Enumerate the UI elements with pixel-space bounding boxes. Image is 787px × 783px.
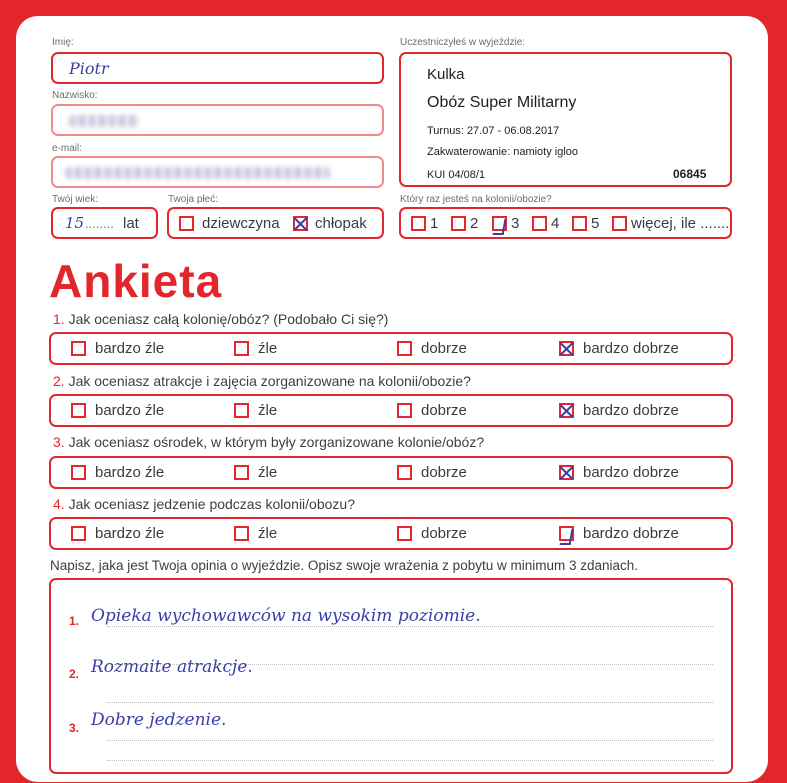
q3-option-very-bad: bardzo źle [95,464,165,481]
q4-option-very-bad: bardzo źle [95,525,165,542]
q2-option-good: dobrze [421,402,467,419]
checkbox-times-2[interactable] [451,216,466,231]
q2-checkbox-very-bad[interactable] [71,403,86,418]
q1-option-very-good: bardzo dobrze [583,340,679,357]
question-1-text: Jak oceniasz całą kolonię/obóz? (Podobało Ci się?) [68,311,389,327]
surname-field[interactable] [51,104,384,136]
checkbox-times-1[interactable] [411,216,426,231]
question-1 [53,311,388,327]
surname-label: Nazwisko: [52,90,98,101]
option-boy: chłopak [315,215,367,232]
name-value: Piotr [69,59,109,78]
rating-row-1 [49,332,733,365]
age-dots: ........ [85,216,114,231]
q3-option-very-good: bardzo dobrze [583,464,679,481]
q2-checkbox-good[interactable] [397,403,412,418]
question-3-text: Jak oceniasz ośrodek, w którym były zorganizowane kolonie/obóz? [68,434,485,450]
q4-checkbox-very-good[interactable] [559,526,574,541]
times-field [399,207,732,239]
option-times-3: 3 [511,215,520,232]
option-times-4: 4 [551,215,560,232]
q4-checkbox-bad[interactable] [234,526,249,541]
answer-3-number: 3. [69,721,80,735]
q1-checkbox-very-bad[interactable] [71,341,86,356]
survey-sheet [16,16,768,782]
question-3 [53,434,484,450]
line-4b [107,760,713,761]
option-times-5: 5 [591,215,600,232]
email-field[interactable] [51,156,384,188]
question-4-text: Jak oceniasz jedzenie podczas kolonii/obozu? [68,496,355,512]
name-label: Imię: [52,37,74,48]
checkbox-times-5[interactable] [572,216,587,231]
q4-option-very-good: bardzo dobrze [583,525,679,542]
answer-1-text: Opieka wychowawców na wysokim poziomie. [91,606,481,626]
redacted-email [65,167,330,179]
line-2b [107,702,713,703]
camp-number: 06845 [673,167,707,181]
email-label: e-mail: [52,143,83,154]
rating-row-4 [49,517,733,550]
times-label: Który raz jesteś na kolonii/obozie? [400,194,552,205]
survey-title: Ankieta [49,255,223,307]
question-2-text: Jak oceniasz atrakcje i zajęcia zorganizowane na kolonii/obozie? [68,373,471,389]
answer-1-number: 1. [69,614,80,628]
checkbox-girl[interactable] [179,216,194,231]
question-4-number: 4. [53,496,65,512]
q3-option-bad: źle [258,464,278,481]
q1-checkbox-bad[interactable] [234,341,249,356]
sex-field [167,207,384,239]
opinion-prompt: Napisz, jaka jest Twoja opinia o wyjeździe. Opisz swoje wrażenia z pobytu w minimum 3 zdaniach. [50,558,639,573]
checkbox-times-more[interactable] [612,216,627,231]
q3-option-good: dobrze [421,464,467,481]
q2-option-very-bad: bardzo źle [95,402,165,419]
answer-2-number: 2. [69,667,80,681]
trip-name: Kulka [427,66,465,83]
trip-label: Uczestniczyłeś w wyjeździe: [400,37,526,48]
camp-name: Obóz Super Militarny [427,94,577,111]
checkbox-times-4[interactable] [532,216,547,231]
trip-info-box [399,52,732,187]
question-4 [53,496,355,512]
rating-row-2 [49,394,733,427]
q2-checkbox-very-good[interactable] [559,403,574,418]
q4-checkbox-good[interactable] [397,526,412,541]
checkbox-times-3[interactable] [492,216,507,231]
camp-code: KUI 04/08/1 [427,169,486,181]
q4-option-good: dobrze [421,525,467,542]
age-label: Twój wiek: [52,194,99,205]
age-value: 15 [65,214,85,232]
answer-3-text: Dobre jedzenie. [91,710,227,730]
question-2-number: 2. [53,373,65,389]
q4-option-bad: źle [258,525,278,542]
line-3b [107,740,713,741]
q3-checkbox-very-bad[interactable] [71,465,86,480]
question-1-number: 1. [53,311,65,327]
age-field[interactable] [51,207,158,239]
q1-option-good: dobrze [421,340,467,357]
question-3-number: 3. [53,434,65,450]
q3-checkbox-bad[interactable] [234,465,249,480]
option-times-1: 1 [430,215,439,232]
q2-option-bad: źle [258,402,278,419]
question-2 [53,373,471,389]
q1-checkbox-very-good[interactable] [559,341,574,356]
q3-checkbox-good[interactable] [397,465,412,480]
checkbox-boy[interactable] [293,216,308,231]
option-times-2: 2 [470,215,479,232]
q2-option-very-good: bardzo dobrze [583,402,679,419]
opinion-box[interactable] [49,578,733,774]
redacted-surname [69,115,139,127]
age-unit: lat [123,215,139,232]
q1-option-bad: źle [258,340,278,357]
accommodation: Zakwaterowanie: namioty igloo [427,146,579,158]
line-1 [107,626,713,627]
q3-checkbox-very-good[interactable] [559,465,574,480]
answer-2-text: Rozmaite atrakcje. [91,657,253,677]
turnus: Turnus: 27.07 - 06.08.2017 [427,125,560,137]
q1-checkbox-good[interactable] [397,341,412,356]
q1-option-very-bad: bardzo źle [95,340,165,357]
q4-checkbox-very-bad[interactable] [71,526,86,541]
option-times-more: więcej, ile ....... [631,215,730,232]
name-field[interactable] [51,52,384,84]
sex-label: Twoja płeć: [168,194,219,205]
option-girl: dziewczyna [202,215,280,232]
rating-row-3 [49,456,733,489]
q2-checkbox-bad[interactable] [234,403,249,418]
